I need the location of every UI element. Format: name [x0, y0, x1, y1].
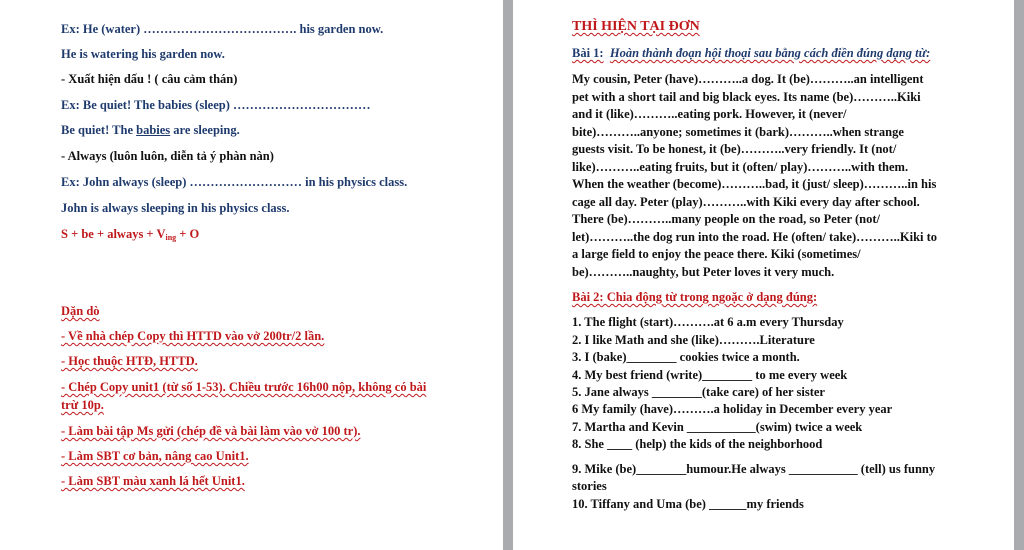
homework-task: - Làm bài tập Ms gửi (chép đề và bài làm vào vở 100 tr).: [61, 424, 361, 438]
exercise1-instruction: Hoàn thành đoạn hội thoại sau bằng cách điền đúng dạng từ:: [609, 46, 931, 60]
exercise-item: 5. Jane always ________(take care) of her sister: [572, 385, 825, 399]
passage-line: and it (like)………..eating pork. However, it (never/: [572, 107, 847, 121]
exercise-item: 7. Martha and Kevin ___________(swim) twice a week: [572, 420, 863, 434]
formula: [61, 226, 199, 246]
formula-end: + O: [176, 227, 200, 241]
homework-task-continued: trừ 10p.: [61, 398, 104, 412]
exercise-item: 3. I (bake)________ cookies twice a month.: [572, 350, 800, 364]
exercise2-title: Bài 2: Chia động từ trong ngoặc ở dạng đúng:: [572, 290, 818, 304]
passage-line: bite)………..anyone; sometimes it (bark)………..when strange: [572, 125, 904, 139]
exercise-item: 8. She ____ (help) the kids of the neighborhood: [572, 437, 823, 451]
formula-main: S + be + always + V: [61, 227, 166, 241]
passage-line: let)………..the dog run into the road. He (often/ take)………..Kiki to: [572, 230, 938, 244]
passage-line: There (be)………..many people on the road, so Peter (not/: [572, 212, 880, 226]
answer-quiet-post: are sleeping.: [170, 123, 240, 137]
example-quiet: Ex: Be quiet! The babies (sleep) ……………………………: [61, 98, 371, 112]
passage-line: cage all day. Peter (play)………..with Kiki every day after school.: [572, 195, 920, 209]
homework-task: - Chép Copy unit1 (từ số 1-53). Chiều trước 16h00 nộp, không có bài: [61, 380, 427, 394]
exercise-item: 9. Mike (be)________humour.He always ___________ (tell) us funny: [572, 462, 936, 476]
passage-line: pet with a short tail and big black eyes. Its name (be)………..Kiki: [572, 90, 921, 104]
exercise-item: 1. The flight (start)……….at 6 a.m every Thursday: [572, 315, 844, 329]
exercise1-label: Bài 1:: [572, 46, 604, 60]
example-john: Ex: John always (sleep) ……………………… in his physics class.: [61, 175, 408, 189]
formula-sub: ing: [165, 233, 177, 242]
passage-line: guests visit. To be honest, it (be)………..very friendly. It (not/: [572, 142, 897, 156]
exercise-item: 2. I like Math and she (like)……….Literature: [572, 333, 815, 347]
homework-task: - Về nhà chép Copy thì HTTD vào vở 200tr/2 lần.: [61, 329, 325, 343]
passage-line: a large field to enjoy the peace there. Kiki (sometimes/: [572, 247, 861, 261]
answer-watering: He is watering his garden now.: [61, 47, 225, 61]
homework-task: - Học thuộc HTĐ, HTTD.: [61, 354, 198, 368]
passage-line: My cousin, Peter (have)………..a dog. It (be)………..an intelligent: [572, 72, 924, 86]
homework-task: - Làm SBT màu xanh lá hết Unit1.: [61, 474, 245, 488]
right-document-page: [513, 0, 1014, 550]
exercise-item: 4. My best friend (write)________ to me every week: [572, 368, 848, 382]
passage-line: be)………..naughty, but Peter loves it very much.: [572, 265, 835, 279]
page-title: THÌ HIỆN TẠI ĐƠN: [572, 19, 700, 34]
answer-quiet-pre: Be quiet! The: [61, 123, 137, 137]
left-document-page: [0, 0, 503, 550]
exercise-item-continued: stories: [572, 479, 607, 493]
passage-line: like)………..eating fruits, but it (often/ play)………..with them.: [572, 160, 909, 174]
exercise1-heading: [572, 45, 930, 61]
homework-task: - Làm SBT cơ bản, nâng cao Unit1.: [61, 449, 249, 463]
exercise-item: 10. Tiffany and Uma (be) ______my friends: [572, 497, 804, 511]
rule-exclamation: - Xuất hiện dấu ! ( câu cảm thán): [61, 72, 238, 86]
passage-line: When the weather (become)………..bad, it (just/ sleep)………..in his: [572, 177, 937, 191]
homework-title: Dặn dò: [61, 304, 100, 318]
answer-john: John is always sleeping in his physics class.: [61, 201, 290, 215]
rule-always: - Always (luôn luôn, diễn tả ý phàn nàn): [61, 149, 274, 163]
exercise-item: 6 My family (have)……….a holiday in December every year: [572, 402, 893, 416]
example-water: Ex: He (water) ………………………………. his garden now.: [61, 22, 384, 36]
answer-quiet-babies: babies: [136, 123, 171, 137]
answer-quiet: [61, 122, 240, 138]
